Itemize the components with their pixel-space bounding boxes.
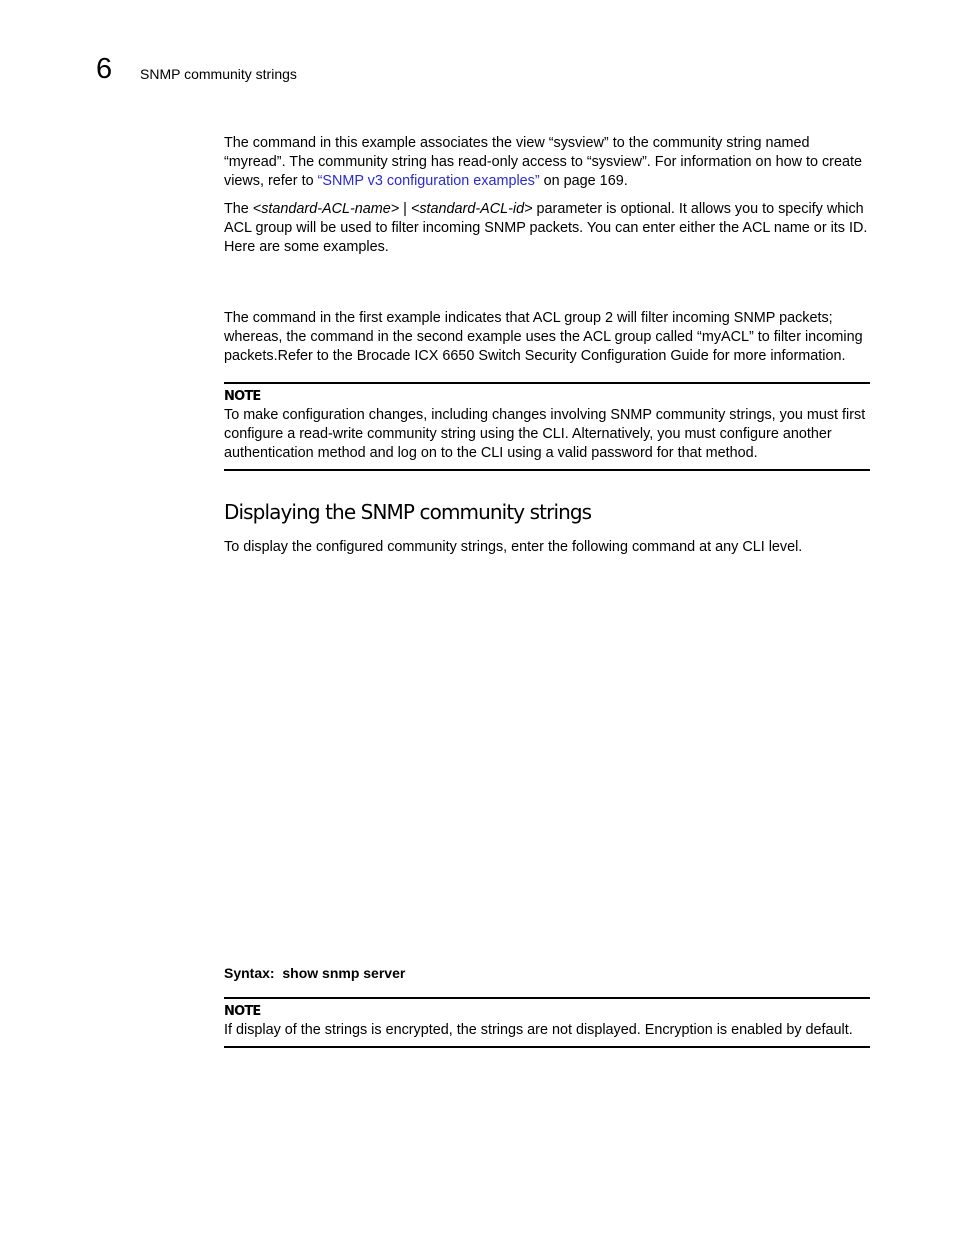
page-header [0,0,954,100]
syntax-line [224,964,870,983]
note-label: NOTE [224,389,261,404]
note-text: To make configuration changes, including changes involving SNMP community strings, you must first configure a read-write community string using the CLI. Alternatively, you must configure another authentication method and log on to the CLI using a valid password for that method. [224,407,866,461]
section-intro: To display the configured community strings, enter the following command at any CLI level. [224,539,803,555]
paragraph-text: The command in this example associates the view “sysview” to the community string named “myread”. The community string has read-only access to “sysview”. For information on how to create views, refer to [224,135,862,189]
syntax-command: show snmp server [282,965,406,981]
paragraph-text: parameter is optional. It allows you to specify which ACL group will be used to filter incoming SNMP packets. You can enter either the ACL name or its ID. Here are some examples. [224,201,868,255]
page-content [224,134,870,1048]
chapter-number: 6 [96,53,113,85]
acl-id-term: <standard-ACL-id> [410,201,533,217]
paragraph-acl-parameter [224,200,870,257]
paragraph-view-association [224,134,870,191]
snmp-v3-examples-link[interactable]: “SNMP v3 configuration examples” [317,173,540,189]
running-title: SNMP community strings [140,66,297,82]
acl-name-term: <standard-ACL-name> [252,201,400,217]
note-label: NOTE [224,1004,261,1019]
paragraph-text: The [224,201,253,217]
note-text: If display of the strings is encrypted, the strings are not displayed. Encryption is enabled by default. [224,1022,853,1038]
separator-text: | [399,201,411,217]
section-heading: Displaying the SNMP community strings [224,500,592,524]
note-encryption [224,997,870,1048]
paragraph-acl-examples: The command in the first example indicates that ACL group 2 will filter incoming SNMP packets; whereas, the command in the second example uses the ACL group called “myACL” to filter incoming packets.Refer to the Brocade ICX 6650 Switch Security Configuration Guide for more information. [224,310,863,364]
note-config-changes [224,382,870,471]
example-output-area [224,557,870,964]
syntax-label: Syntax: [224,965,275,981]
paragraph-text: on page 169. [539,173,628,189]
